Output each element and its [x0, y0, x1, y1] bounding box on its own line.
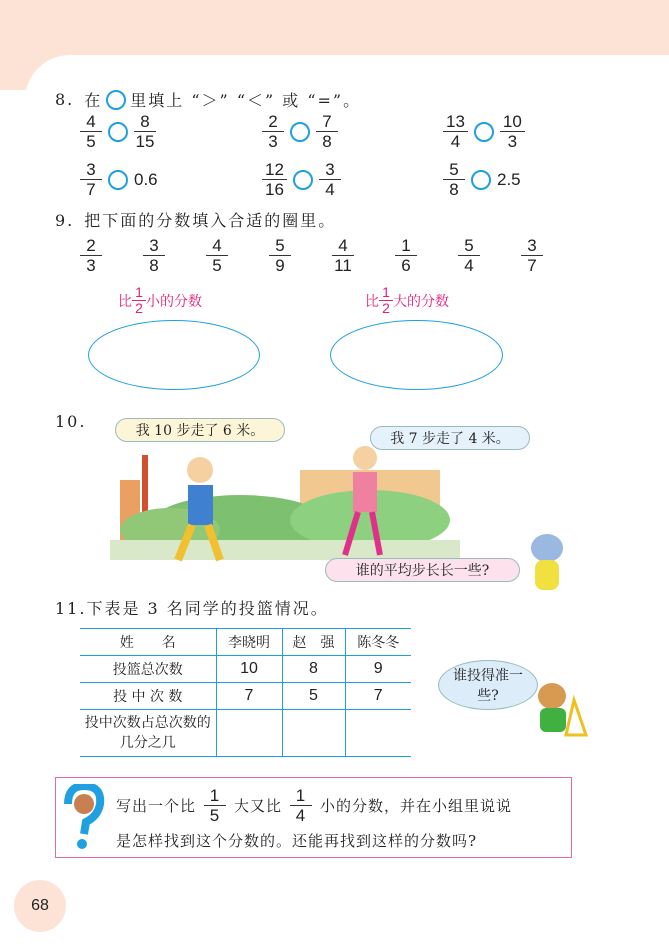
denominator: 2 — [382, 300, 390, 316]
blank-circle-icon — [106, 90, 126, 110]
fraction — [443, 112, 468, 151]
numerator: 4 — [206, 236, 228, 256]
label-pre: 比 — [365, 293, 379, 310]
fraction-to-sort[interactable] — [269, 236, 291, 275]
header-student: 李晓明 — [216, 629, 282, 656]
numerator: 3 — [521, 236, 543, 256]
denominator: 5 — [86, 132, 96, 151]
denominator: 15 — [135, 132, 155, 151]
fraction — [379, 285, 393, 316]
answer-ellipse-greater[interactable] — [330, 320, 503, 390]
q8-title — [55, 88, 361, 111]
denominator: 8 — [322, 132, 332, 151]
denominator: 4 — [325, 180, 335, 199]
text: 大又比 — [234, 797, 283, 815]
numerator: 4 — [80, 112, 102, 132]
dog-speech-bubble: 谁投得准一些? — [438, 660, 538, 710]
numerator: 12 — [262, 160, 287, 180]
q11-title — [55, 596, 329, 619]
numerator: 5 — [269, 236, 291, 256]
numerator: 1 — [204, 786, 226, 806]
table-row — [80, 656, 411, 683]
numerator: 1 — [379, 285, 393, 301]
fraction — [443, 160, 465, 199]
denominator: 11 — [334, 256, 352, 275]
numerator: 8 — [134, 112, 156, 132]
denominator: 5 — [212, 256, 222, 275]
label-greater-than-half — [365, 285, 449, 316]
fraction — [316, 112, 338, 151]
cell: 9 — [345, 656, 411, 683]
cell: 7 — [216, 683, 282, 710]
row-label: 投篮总次数 — [80, 656, 216, 683]
fraction-to-sort[interactable] — [521, 236, 543, 275]
numerator: 3 — [143, 236, 165, 256]
denominator: 4 — [450, 132, 461, 151]
fraction — [204, 786, 226, 825]
answer-circle[interactable] — [290, 122, 310, 142]
denominator: 3 — [507, 132, 518, 151]
denominator: 4 — [295, 806, 307, 825]
numerator: 4 — [332, 236, 354, 256]
numerator: 2 — [80, 236, 102, 256]
denominator: 3 — [268, 132, 278, 151]
boy-speech-bubble: 我 10 步走了 6 米。 — [115, 418, 285, 442]
text: 小的分数，并在小组里说说 — [320, 797, 513, 815]
boy-head — [187, 457, 213, 483]
answer-cell[interactable] — [216, 710, 282, 757]
question-speech-bubble: 谁的平均步长长一些? — [325, 558, 520, 582]
denominator: 8 — [149, 256, 159, 275]
q8-number: 8. — [55, 90, 75, 109]
label-pre: 比 — [118, 293, 132, 310]
fraction-to-sort[interactable] — [395, 236, 417, 275]
cell: 5 — [282, 683, 345, 710]
comparison-item — [443, 112, 525, 151]
denominator: 5 — [209, 806, 221, 825]
question-mark-monkey-icon — [60, 784, 105, 849]
girl-speech-bubble: 我 7 步走了 4 米。 — [370, 426, 530, 450]
cat-character-icon — [525, 530, 570, 600]
numerator: 1 — [395, 236, 417, 256]
page-number: 68 — [14, 880, 66, 932]
q11-text: 下表是 3 名同学的投篮情况。 — [86, 599, 329, 618]
header-name: 姓 名 — [80, 629, 216, 656]
decimal-value: 2.5 — [497, 169, 521, 189]
fraction — [262, 160, 287, 199]
girl-body — [353, 472, 377, 512]
q8-prefix: 在 — [84, 91, 103, 110]
label-post: 小的分数 — [146, 293, 202, 310]
answer-circle[interactable] — [108, 170, 128, 190]
basketball-table — [80, 628, 411, 757]
q9-number: 9. — [55, 211, 75, 230]
q8-suffix: 里填上 “＞” “＜” 或 “=”。 — [130, 91, 362, 110]
cell: 10 — [216, 656, 282, 683]
table-row — [80, 683, 411, 710]
header-student: 陈冬冬 — [345, 629, 411, 656]
fraction — [80, 160, 102, 199]
denominator: 6 — [401, 256, 411, 275]
denominator: 8 — [449, 180, 459, 199]
answer-circle[interactable] — [471, 170, 491, 190]
comparison-item — [262, 112, 338, 151]
cell: 7 — [345, 683, 411, 710]
denominator: 7 — [86, 180, 96, 199]
fraction — [262, 112, 284, 151]
denominator: 7 — [527, 256, 537, 275]
fraction — [80, 112, 102, 151]
text: 写出一个比 — [116, 797, 197, 815]
girl-head — [353, 446, 377, 470]
denominator: 2 — [135, 300, 143, 316]
answer-circle[interactable] — [474, 122, 494, 142]
denominator: 9 — [275, 256, 285, 275]
fraction — [290, 786, 312, 825]
dog-character-icon — [530, 680, 590, 745]
numerator: 5 — [443, 160, 465, 180]
fraction-to-sort[interactable] — [143, 236, 165, 275]
fraction-to-sort[interactable] — [332, 236, 354, 275]
boy-body — [188, 485, 213, 525]
fraction — [319, 160, 341, 199]
denominator: 16 — [265, 180, 284, 199]
fraction — [500, 112, 525, 151]
decimal-value: 0.6 — [134, 169, 158, 189]
challenge-box — [55, 777, 572, 858]
label-post: 大的分数 — [393, 293, 449, 310]
numerator: 3 — [80, 160, 102, 180]
fraction — [134, 112, 156, 151]
numerator: 1 — [132, 285, 146, 301]
answer-ellipse-less[interactable] — [88, 320, 260, 390]
answer-cell[interactable] — [282, 710, 345, 757]
denominator: 4 — [464, 256, 474, 275]
fraction-to-sort[interactable] — [206, 236, 228, 275]
row-label: 投中次数占总次数的几分之几 — [80, 710, 216, 757]
ground-shape — [110, 540, 460, 560]
numerator: 3 — [319, 160, 341, 180]
header-student: 赵 强 — [282, 629, 345, 656]
numerator: 10 — [500, 112, 525, 132]
denominator: 3 — [86, 256, 96, 275]
comparison-item — [443, 160, 521, 199]
challenge-line-1 — [116, 786, 512, 825]
challenge-line-2: 是怎样找到这个分数的。还能再找到这样的分数吗? — [116, 832, 478, 850]
cell: 8 — [282, 656, 345, 683]
answer-cell[interactable] — [345, 710, 411, 757]
numerator: 5 — [458, 236, 480, 256]
comparison-item — [80, 160, 158, 199]
table-row — [80, 710, 411, 757]
comparison-item — [262, 160, 341, 199]
fraction-to-sort[interactable] — [80, 236, 102, 275]
fraction — [132, 285, 146, 316]
q10-number: 10. — [55, 412, 87, 431]
q11-number: 11. — [55, 599, 87, 618]
answer-circle[interactable] — [293, 170, 313, 190]
q9-text: 把下面的分数填入合适的圈里。 — [84, 211, 337, 230]
label-less-than-half — [118, 285, 202, 316]
numerator: 1 — [290, 786, 312, 806]
numerator: 7 — [316, 112, 338, 132]
numerator: 2 — [262, 112, 284, 132]
numerator: 13 — [443, 112, 468, 132]
answer-circle[interactable] — [108, 122, 128, 142]
row-label: 投 中 次 数 — [80, 683, 216, 710]
table-header-row — [80, 629, 411, 656]
comparison-item — [80, 112, 156, 151]
q9-title — [55, 208, 336, 231]
fraction-to-sort[interactable] — [458, 236, 480, 275]
